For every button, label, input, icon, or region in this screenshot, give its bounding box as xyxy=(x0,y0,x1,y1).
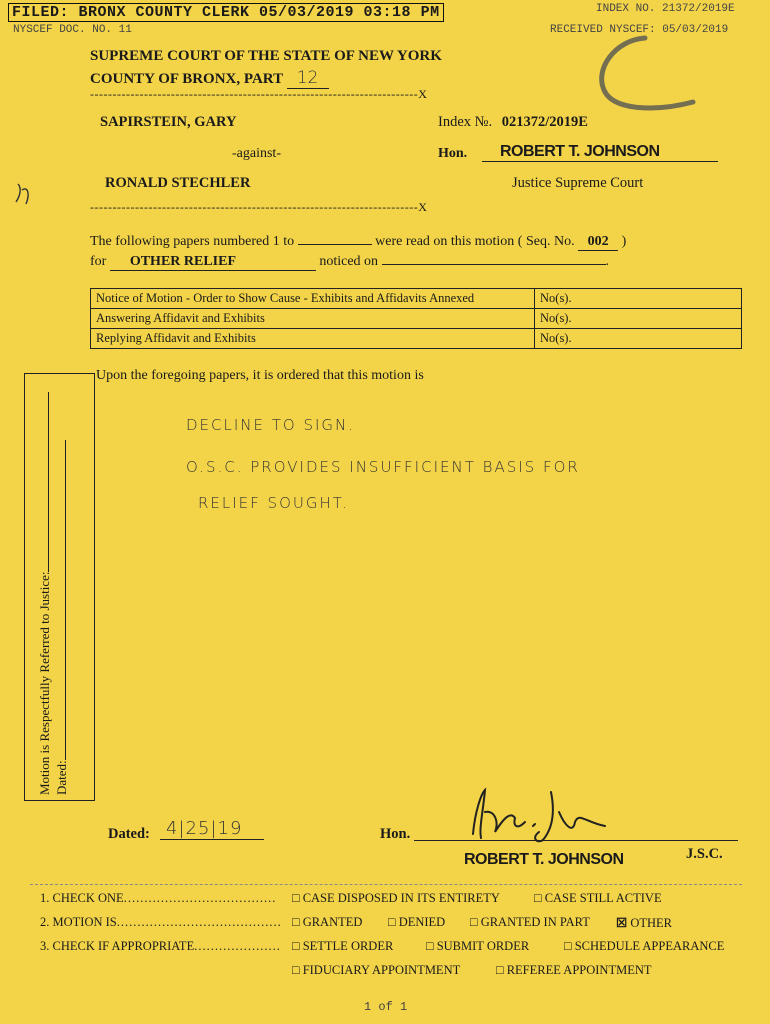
papers-read-line: The following papers numbered 1 to were read on this motion ( Seq. No. 002 ) xyxy=(90,234,627,249)
signature-icon xyxy=(455,782,625,848)
paper-description: Notice of Motion - Order to Show Cause - Exhibits and Affidavits Annexed xyxy=(91,289,535,309)
filed-text: FILED: BRONX COUNTY CLERK 05/03/2019 03:18 PM xyxy=(8,3,444,22)
caption-divider-bottom: -------------------------------------------------------------------------X xyxy=(90,200,428,214)
checkbox-other-checked[interactable]: ☒ OTHER xyxy=(616,916,673,930)
index-number: Index №. 021372/2019E xyxy=(438,114,588,130)
handwritten-decision-line2: O.S.C. PROVIDES INSUFFICIENT BASIS FOR xyxy=(186,458,580,476)
papers-row xyxy=(91,309,742,329)
order-statement: Upon the foregoing papers, it is ordered that this motion is xyxy=(96,368,424,383)
against-label: -against- xyxy=(232,146,281,161)
handwritten-mark-icon xyxy=(585,30,705,120)
checkbox-submit-order[interactable]: □ SUBMIT ORDER xyxy=(426,939,530,953)
judge-name-stamp: ROBERT T. JOHNSON xyxy=(482,143,718,162)
paper-numbers: No(s). xyxy=(535,329,742,349)
papers-row xyxy=(91,329,742,349)
checkbox-granted-in-part[interactable]: □ GRANTED IN PART xyxy=(470,915,590,929)
caption-divider-top: -------------------------------------------------------------------------X xyxy=(90,87,428,101)
check-one-label: 1. CHECK ONE..................................... xyxy=(40,891,277,905)
checkbox-referee-appointment[interactable]: □ REFEREE APPOINTMENT xyxy=(496,963,652,977)
checkbox-settle-order[interactable]: □ SETTLE ORDER xyxy=(292,939,394,953)
papers-row xyxy=(91,289,742,309)
paper-description: Answering Affidavit and Exhibits xyxy=(91,309,535,329)
checkbox-case-disposed[interactable]: □ CASE DISPOSED IN ITS ENTIRETY xyxy=(292,891,500,905)
motion-is-label: 2. MOTION IS........................................ xyxy=(40,915,282,929)
checkbox-case-still-active[interactable]: □ CASE STILL ACTIVE xyxy=(534,891,662,905)
handwritten-decision-line1: DECLINE TO SIGN. xyxy=(186,416,356,434)
court-county-part: COUNTY OF BRONX, PART 12 xyxy=(90,68,329,89)
paper-numbers: No(s). xyxy=(535,289,742,309)
justice-title: Justice Supreme Court xyxy=(512,175,644,191)
sequence-number: 002 xyxy=(578,234,618,251)
papers-table xyxy=(90,288,742,349)
filed-stamp xyxy=(8,4,444,21)
check-if-appropriate-label: 3. CHECK IF APPROPRIATE..................... xyxy=(40,939,281,953)
plaintiff-name: SAPIRSTEIN, GARY xyxy=(100,114,237,130)
signature-name-stamp: ROBERT T. JOHNSON xyxy=(464,851,624,868)
checkbox-denied[interactable]: □ DENIED xyxy=(388,915,446,929)
page-number: 1 of 1 xyxy=(364,1000,408,1014)
checkbox-fiduciary-appointment[interactable]: □ FIDUCIARY APPOINTMENT xyxy=(292,963,461,977)
paper-description: Replying Affidavit and Exhibits xyxy=(91,329,535,349)
nyscef-doc-no: NYSCEF DOC. NO. 11 xyxy=(13,24,132,36)
checklist-separator xyxy=(30,884,742,885)
referral-text: Motion is Respectfully Referred to Justice: Dated: xyxy=(36,392,70,795)
court-name: SUPREME COURT OF THE STATE OF NEW YORK xyxy=(90,48,442,64)
index-number-stamp: INDEX NO. 21372/2019E xyxy=(596,3,735,15)
dated-value: 4|25|19 xyxy=(160,818,264,840)
relief-type: OTHER RELIEF xyxy=(110,254,316,271)
hon-label: Hon. xyxy=(438,146,468,161)
handwritten-decision-line3: RELIEF SOUGHT. xyxy=(198,494,349,512)
dated-label: Dated: xyxy=(108,826,150,842)
relief-line: for OTHER RELIEF noticed on . xyxy=(90,254,610,269)
jsc-label: J.S.C. xyxy=(686,846,723,862)
part-number: 12 xyxy=(287,68,329,89)
margin-mark-icon xyxy=(12,180,36,210)
paper-numbers: No(s). xyxy=(535,309,742,329)
received-stamp: RECEIVED NYSCEF: 05/03/2019 xyxy=(550,24,729,36)
checkbox-granted[interactable]: □ GRANTED xyxy=(292,915,363,929)
checkbox-schedule-appearance[interactable]: □ SCHEDULE APPEARANCE xyxy=(564,939,725,953)
signature-hon-label: Hon. xyxy=(380,826,411,842)
defendant-name: RONALD STECHLER xyxy=(105,175,251,191)
